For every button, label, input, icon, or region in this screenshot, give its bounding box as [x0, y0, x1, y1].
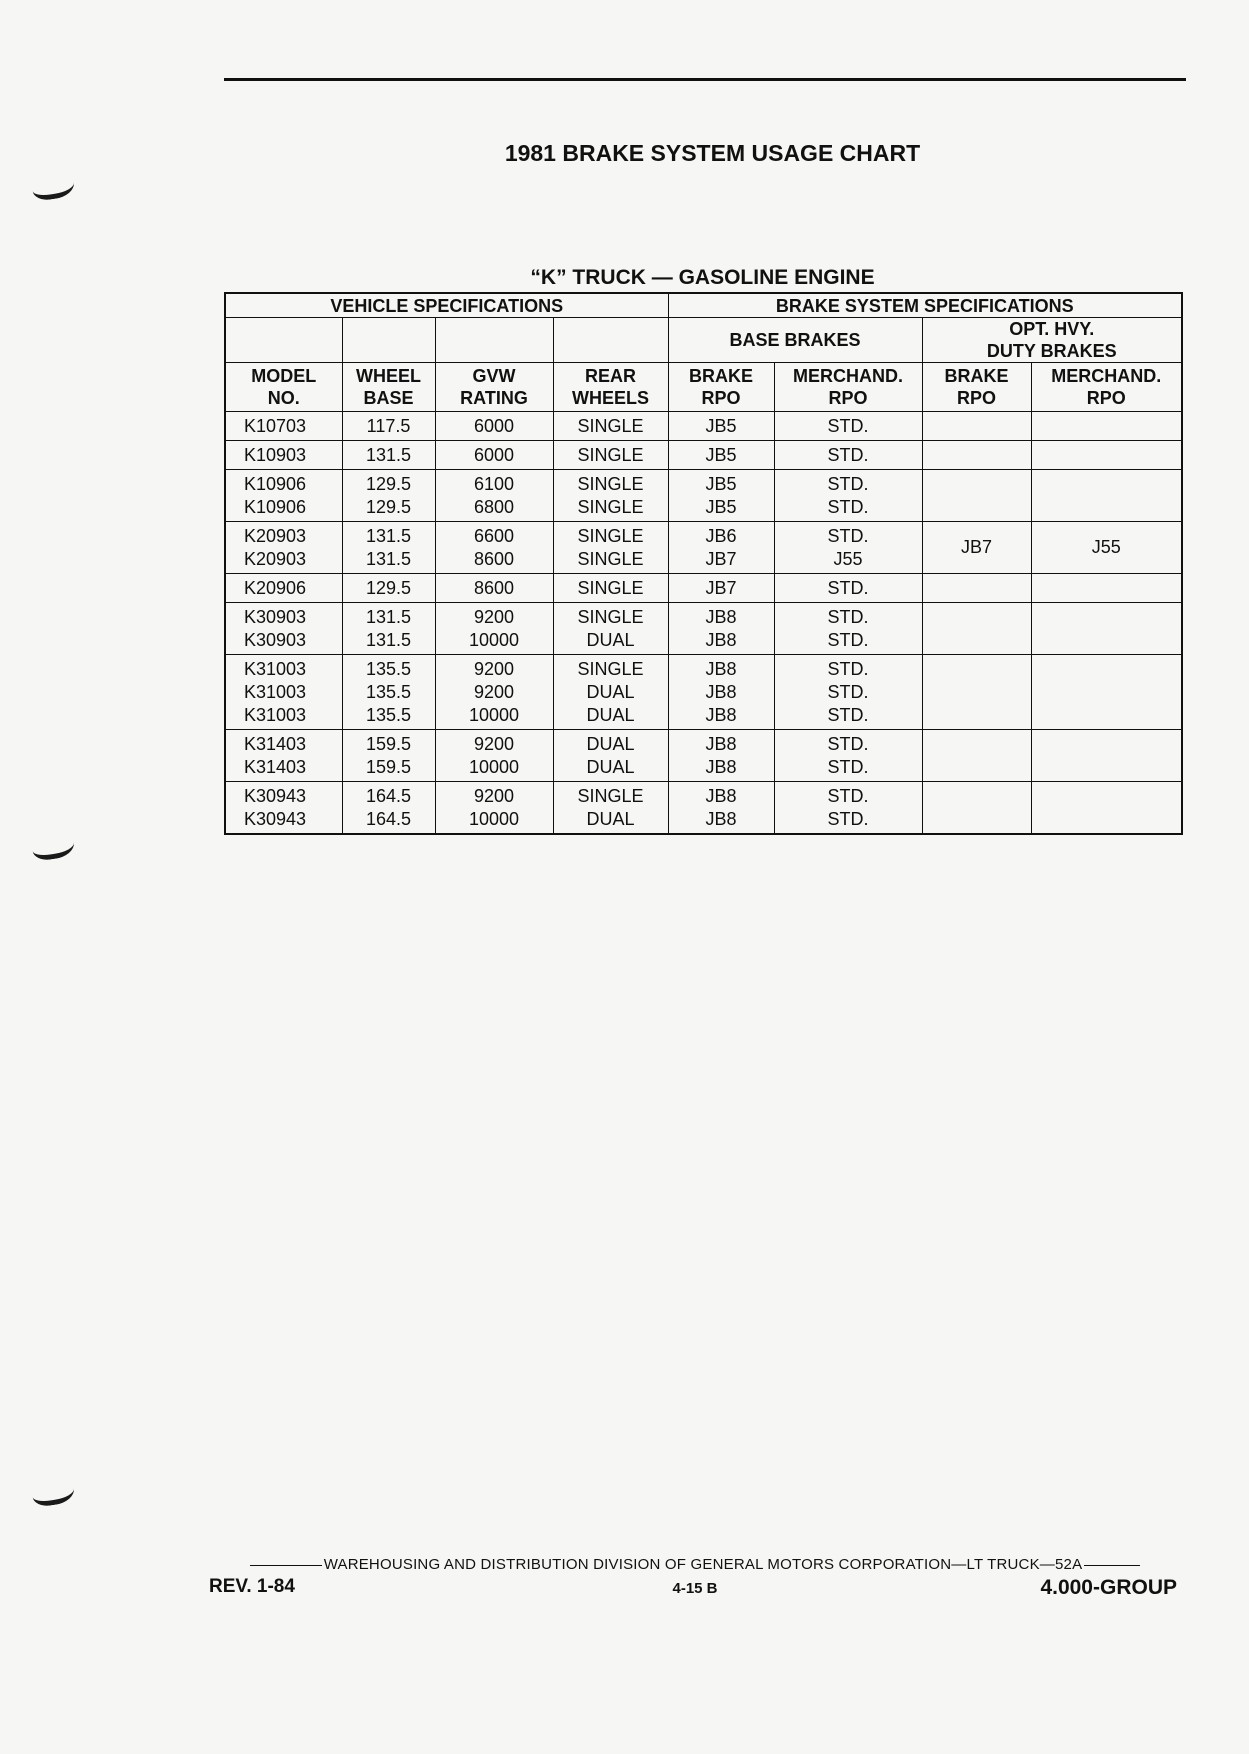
opt-merchand-rpo-cell	[1031, 603, 1182, 655]
gvw-rating-cell	[435, 730, 553, 782]
gvw-rating-cell	[435, 574, 553, 603]
rear-wheels-value: SINGLE	[577, 525, 644, 546]
base-merchand-rpo-cell	[774, 412, 922, 441]
top-rule	[224, 78, 1186, 81]
rear-wheels-value: DUAL	[586, 704, 635, 725]
rear-wheels-value: DUAL	[586, 808, 635, 829]
model-no-cell	[225, 730, 342, 782]
brake-usage-table	[224, 292, 1183, 835]
model-no-value: K31003	[244, 681, 307, 702]
base-brake-rpo-value: JB7	[705, 548, 737, 569]
opt-merchand-rpo-cell	[1031, 655, 1182, 730]
gvw-rating-value: 9200	[473, 606, 515, 627]
rear-wheels-value: SINGLE	[577, 785, 644, 806]
gvw-rating-value: 6000	[473, 444, 515, 465]
gvw-rating-value: 9200	[473, 733, 515, 754]
footer-revision: REV. 1-84	[209, 1576, 295, 1597]
table-row	[225, 522, 1182, 574]
wheel-base-value: 135.5	[365, 658, 412, 679]
base-merchand-rpo-value: STD.	[827, 444, 869, 465]
base-brake-rpo-value: JB7	[705, 577, 737, 598]
base-merchand-rpo-value: STD.	[827, 525, 869, 546]
gvw-rating-value: 10000	[468, 704, 520, 725]
base-merchand-rpo-value: STD.	[827, 785, 869, 806]
footer-page-number: 4-15 B	[672, 1580, 718, 1597]
rear-wheels-cell	[553, 782, 668, 835]
opt-brake-rpo-cell	[922, 730, 1031, 782]
base-brake-rpo-value: JB6	[705, 525, 737, 546]
column-header-gvw-rating: GVW RATING	[435, 363, 553, 412]
wheel-base-value: 129.5	[365, 496, 412, 517]
opt-brake-rpo-cell	[922, 782, 1031, 835]
model-no-value: K30943	[244, 785, 307, 806]
wheel-base-value: 129.5	[365, 577, 412, 598]
gvw-rating-cell	[435, 522, 553, 574]
opt-brake-rpo-cell	[922, 603, 1031, 655]
column-header-opt-brake-rpo: BRAKE RPO	[922, 363, 1031, 412]
rear-wheels-cell	[553, 730, 668, 782]
model-no-value: K31003	[244, 658, 307, 679]
gvw-rating-value: 6100	[473, 473, 515, 494]
footer-publisher: WAREHOUSING AND DISTRIBUTION DIVISION OF GENERAL MOTORS CORPORATION—LT TRUCK—52A	[323, 1556, 1083, 1573]
wheel-base-cell	[342, 603, 435, 655]
gvw-rating-cell	[435, 655, 553, 730]
gvw-rating-value: 6800	[473, 496, 515, 517]
opt-brake-rpo-cell	[922, 655, 1031, 730]
wheel-base-value: 135.5	[365, 704, 412, 725]
model-no-cell	[225, 441, 342, 470]
base-brake-rpo-value: JB8	[705, 756, 737, 777]
base-brake-rpo-value: JB5	[705, 415, 737, 436]
table-row	[225, 441, 1182, 470]
col-spacer	[435, 318, 553, 363]
rear-wheels-value: SINGLE	[577, 444, 644, 465]
base-brake-rpo-value: JB8	[705, 808, 737, 829]
wheel-base-cell	[342, 730, 435, 782]
page-title: 1981 BRAKE SYSTEM USAGE CHART	[504, 140, 921, 166]
model-no-value: K30903	[244, 606, 307, 627]
base-merchand-rpo-value: STD.	[827, 577, 869, 598]
opt-merchand-rpo-cell	[1031, 574, 1182, 603]
gvw-rating-value: 6000	[473, 415, 515, 436]
column-header-wheel-base: WHEEL BASE	[342, 363, 435, 412]
gvw-rating-value: 6600	[473, 525, 515, 546]
base-merchand-rpo-cell	[774, 655, 922, 730]
opt-merchand-rpo-cell	[1031, 470, 1182, 522]
base-merchand-rpo-value: STD.	[827, 658, 869, 679]
gvw-rating-cell	[435, 441, 553, 470]
footer-publisher-line	[213, 1556, 1177, 1573]
model-no-value: K20903	[244, 525, 307, 546]
model-no-cell	[225, 412, 342, 441]
base-merchand-rpo-cell	[774, 441, 922, 470]
opt-brake-rpo-cell	[922, 522, 1031, 574]
wheel-base-value: 129.5	[365, 473, 412, 494]
base-brake-rpo-value: JB8	[705, 785, 737, 806]
base-merchand-rpo-cell	[774, 730, 922, 782]
base-merchand-rpo-cell	[774, 470, 922, 522]
base-brake-rpo-cell	[668, 441, 774, 470]
base-brake-rpo-cell	[668, 782, 774, 835]
rear-wheels-cell	[553, 522, 668, 574]
model-no-value: K10906	[244, 473, 307, 494]
wheel-base-value: 164.5	[365, 785, 412, 806]
base-brake-rpo-cell	[668, 470, 774, 522]
opt-brake-rpo-cell	[922, 412, 1031, 441]
base-brake-rpo-value: JB8	[705, 629, 737, 650]
base-merchand-rpo-cell	[774, 603, 922, 655]
wheel-base-cell	[342, 782, 435, 835]
wheel-base-cell	[342, 412, 435, 441]
base-brake-rpo-value: JB8	[705, 658, 737, 679]
wheel-base-cell	[342, 470, 435, 522]
footer-rule	[250, 1565, 322, 1566]
base-brake-rpo-value: JB5	[705, 473, 737, 494]
base-merchand-rpo-value: STD.	[827, 496, 869, 517]
column-header-opt-merchand-rpo: MERCHAND. RPO	[1031, 363, 1182, 412]
rear-wheels-value: DUAL	[586, 629, 635, 650]
wheel-base-value: 135.5	[365, 681, 412, 702]
opt-merchand-rpo-value: J55	[1091, 537, 1121, 557]
base-brake-rpo-value: JB5	[705, 444, 737, 465]
model-no-value: K31403	[244, 756, 307, 777]
wheel-base-value: 131.5	[365, 629, 412, 650]
model-no-cell	[225, 522, 342, 574]
gvw-rating-value: 9200	[473, 658, 515, 679]
opt-merchand-rpo-cell	[1031, 730, 1182, 782]
table-body	[225, 412, 1182, 835]
gvw-rating-cell	[435, 782, 553, 835]
base-merchand-rpo-value: STD.	[827, 415, 869, 436]
model-no-value: K10906	[244, 496, 307, 517]
wheel-base-value: 131.5	[365, 606, 412, 627]
wheel-base-value: 159.5	[365, 756, 412, 777]
model-no-cell	[225, 782, 342, 835]
rear-wheels-cell	[553, 412, 668, 441]
table-caption: “K” TRUCK — GASOLINE ENGINE	[530, 266, 875, 289]
base-brake-rpo-cell	[668, 603, 774, 655]
base-merchand-rpo-value: STD.	[827, 733, 869, 754]
table-row	[225, 730, 1182, 782]
rear-wheels-cell	[553, 574, 668, 603]
model-no-cell	[225, 603, 342, 655]
opt-merchand-rpo-cell	[1031, 782, 1182, 835]
gvw-rating-value: 10000	[468, 808, 520, 829]
gvw-rating-value: 8600	[473, 548, 515, 569]
model-no-value: K20903	[244, 548, 307, 569]
table-row	[225, 603, 1182, 655]
gvw-rating-value: 8600	[473, 577, 515, 598]
rear-wheels-value: SINGLE	[577, 577, 644, 598]
wheel-base-value: 131.5	[365, 525, 412, 546]
base-brake-rpo-cell	[668, 412, 774, 441]
wheel-base-value: 159.5	[365, 733, 412, 754]
rear-wheels-value: SINGLE	[577, 496, 644, 517]
wheel-base-cell	[342, 574, 435, 603]
optional-heavy-duty-brakes-header: OPT. HVY. DUTY BRAKES	[922, 318, 1182, 363]
table-row	[225, 655, 1182, 730]
table-row	[225, 412, 1182, 441]
gvw-rating-value: 10000	[468, 756, 520, 777]
gvw-rating-cell	[435, 412, 553, 441]
base-brake-rpo-value: JB8	[705, 606, 737, 627]
model-no-value: K30943	[244, 808, 307, 829]
column-header-rear-wheels: REAR WHEELS	[553, 363, 668, 412]
model-no-cell	[225, 655, 342, 730]
opt-brake-rpo-cell	[922, 574, 1031, 603]
base-merchand-rpo-cell	[774, 574, 922, 603]
footer-group: 4.000-GROUP	[1040, 1576, 1177, 1599]
wheel-base-value: 131.5	[365, 548, 412, 569]
punch-hole-mark	[30, 1475, 75, 1508]
rear-wheels-value: DUAL	[586, 756, 635, 777]
rear-wheels-value: SINGLE	[577, 548, 644, 569]
model-no-cell	[225, 574, 342, 603]
base-brake-rpo-value: JB8	[705, 681, 737, 702]
base-brake-rpo-value: JB5	[705, 496, 737, 517]
base-merchand-rpo-value: STD.	[827, 681, 869, 702]
base-merchand-rpo-value: J55	[833, 548, 863, 569]
base-merchand-rpo-value: STD.	[827, 704, 869, 725]
table-row	[225, 782, 1182, 835]
table-row	[225, 574, 1182, 603]
opt-brake-rpo-cell	[922, 470, 1031, 522]
wheel-base-cell	[342, 655, 435, 730]
rear-wheels-value: SINGLE	[577, 606, 644, 627]
base-merchand-rpo-value: STD.	[827, 606, 869, 627]
column-header-model-no: MODEL NO.	[225, 363, 342, 412]
base-brake-rpo-cell	[668, 655, 774, 730]
gvw-rating-value: 9200	[473, 785, 515, 806]
base-brake-rpo-value: JB8	[705, 733, 737, 754]
col-spacer	[553, 318, 668, 363]
vehicle-specifications-header: VEHICLE SPECIFICATIONS	[225, 293, 668, 318]
base-merchand-rpo-value: STD.	[827, 473, 869, 494]
model-no-value: K30903	[244, 629, 307, 650]
rear-wheels-cell	[553, 441, 668, 470]
gvw-rating-cell	[435, 603, 553, 655]
rear-wheels-value: SINGLE	[577, 473, 644, 494]
model-no-value: K10903	[244, 444, 307, 465]
rear-wheels-value: DUAL	[586, 733, 635, 754]
gvw-rating-cell	[435, 470, 553, 522]
rear-wheels-value: SINGLE	[577, 415, 644, 436]
model-no-value: K31403	[244, 733, 307, 754]
model-no-cell	[225, 470, 342, 522]
punch-hole-mark	[30, 169, 75, 202]
rear-wheels-cell	[553, 470, 668, 522]
col-spacer	[342, 318, 435, 363]
model-no-value: K20906	[244, 577, 307, 598]
base-merchand-rpo-cell	[774, 522, 922, 574]
base-brake-rpo-value: JB8	[705, 704, 737, 725]
column-header-base-merchand-rpo: MERCHAND. RPO	[774, 363, 922, 412]
base-merchand-rpo-value: STD.	[827, 808, 869, 829]
base-brakes-header: BASE BRAKES	[668, 318, 922, 363]
base-merchand-rpo-value: STD.	[827, 629, 869, 650]
wheel-base-cell	[342, 522, 435, 574]
brake-system-specifications-header: BRAKE SYSTEM SPECIFICATIONS	[668, 293, 1182, 318]
gvw-rating-value: 9200	[473, 681, 515, 702]
wheel-base-cell	[342, 441, 435, 470]
table-header	[225, 293, 1182, 412]
base-brake-rpo-cell	[668, 574, 774, 603]
rear-wheels-cell	[553, 655, 668, 730]
base-brake-rpo-cell	[668, 730, 774, 782]
opt-merchand-rpo-cell	[1031, 441, 1182, 470]
opt-brake-rpo-value: JB7	[961, 537, 993, 557]
col-spacer	[225, 318, 342, 363]
wheel-base-value: 131.5	[365, 444, 412, 465]
base-merchand-rpo-value: STD.	[827, 756, 869, 777]
opt-brake-rpo-cell	[922, 441, 1031, 470]
wheel-base-value: 164.5	[365, 808, 412, 829]
column-header-base-brake-rpo: BRAKE RPO	[668, 363, 774, 412]
footer-rule	[1084, 1565, 1140, 1566]
opt-merchand-rpo-cell	[1031, 522, 1182, 574]
model-no-value: K31003	[244, 704, 307, 725]
opt-merchand-rpo-cell	[1031, 412, 1182, 441]
base-brake-rpo-cell	[668, 522, 774, 574]
punch-hole-mark	[30, 829, 75, 862]
column-header-row	[225, 363, 1182, 412]
rear-wheels-value: DUAL	[586, 681, 635, 702]
table-row	[225, 470, 1182, 522]
rear-wheels-value: SINGLE	[577, 658, 644, 679]
wheel-base-value: 117.5	[366, 415, 411, 436]
base-merchand-rpo-cell	[774, 782, 922, 835]
gvw-rating-value: 10000	[468, 629, 520, 650]
model-no-value: K10703	[244, 415, 307, 436]
rear-wheels-cell	[553, 603, 668, 655]
